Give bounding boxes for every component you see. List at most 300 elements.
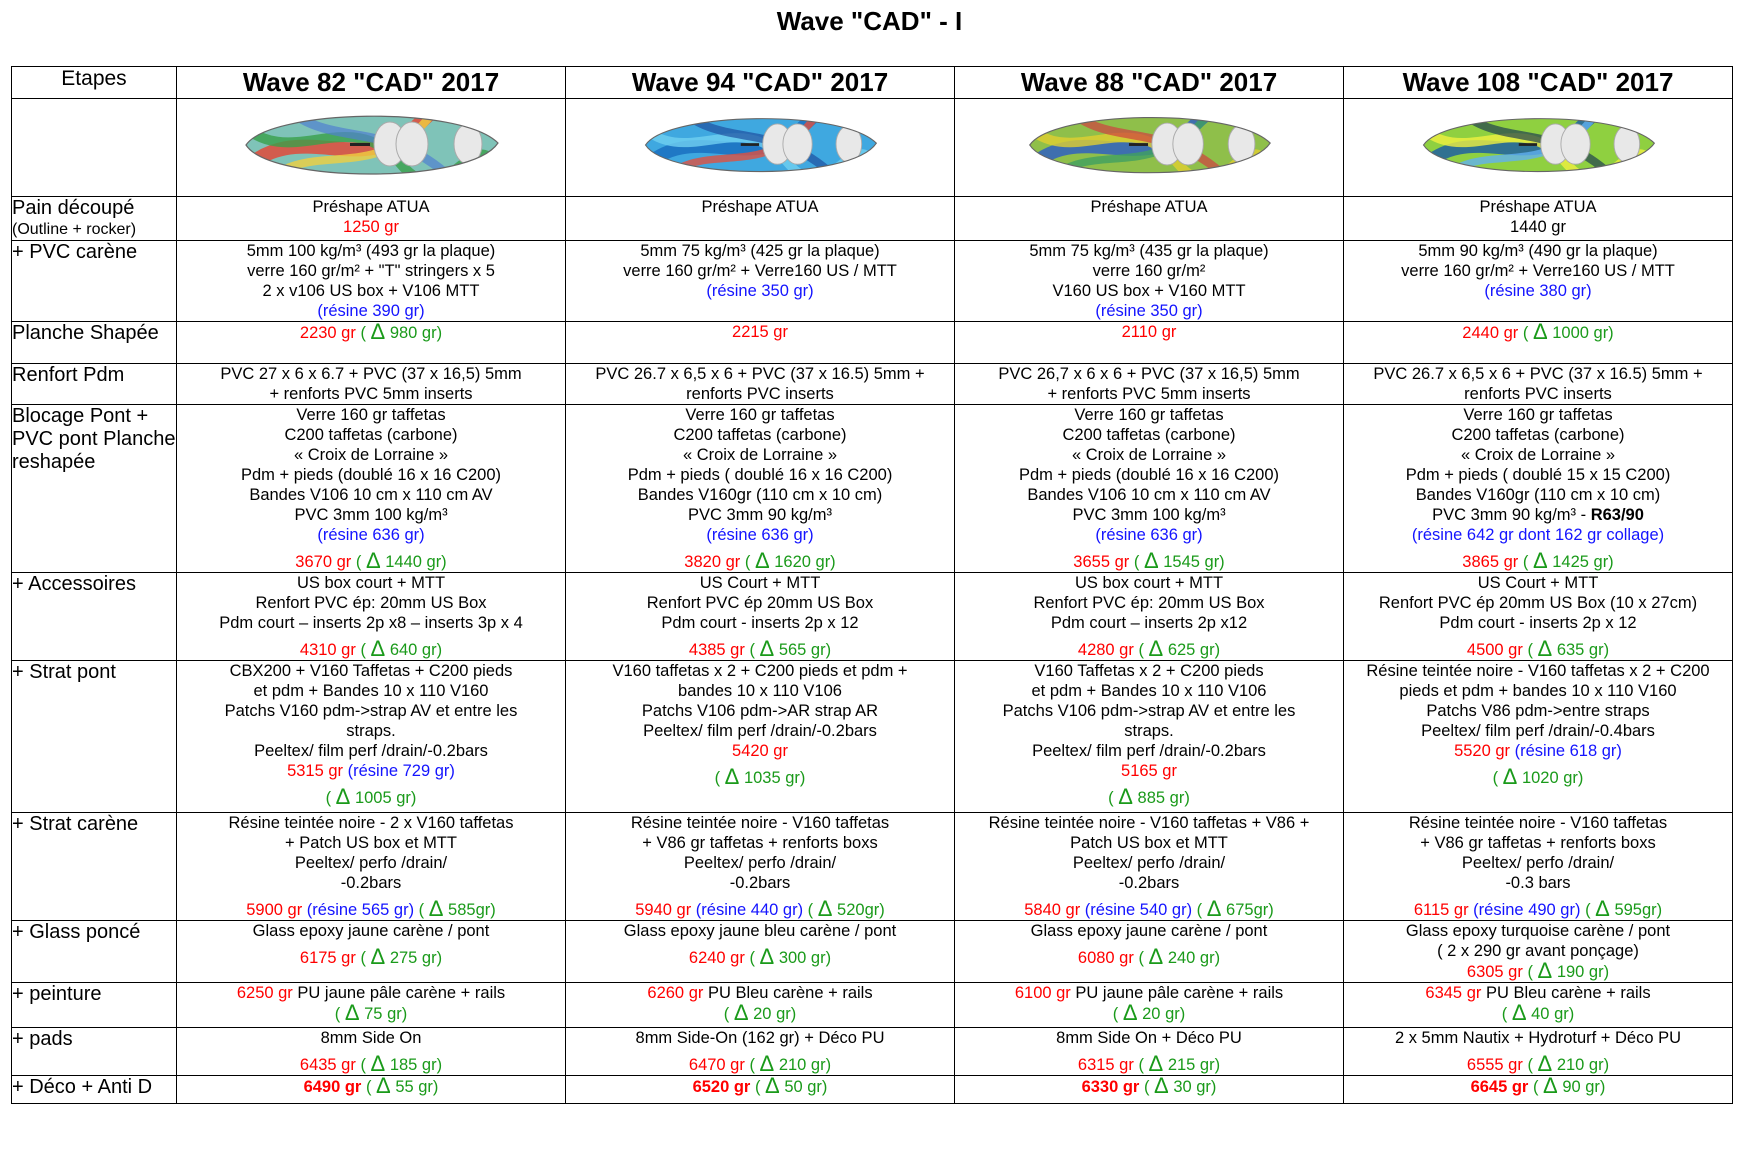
- cell-line: [177, 525, 565, 545]
- cell-line: [1344, 813, 1732, 833]
- cell-line: [177, 833, 565, 853]
- cell-line: [177, 1000, 565, 1025]
- cell-line: [1344, 764, 1732, 789]
- cell-text: US Court + MTT: [1477, 574, 1599, 592]
- build-cell: [955, 322, 1344, 364]
- weight-value: 6175 gr: [299, 949, 356, 967]
- weight-value: 5840 gr: [1024, 901, 1081, 919]
- cell-line: [1344, 465, 1732, 485]
- delta-symbol: Δ: [1154, 1073, 1169, 1098]
- weight-value: 2440 gr: [1462, 324, 1519, 342]
- build-cell: [1344, 405, 1733, 573]
- board-header-94: Wave 94 "CAD" 2017: [566, 67, 955, 99]
- delta-value: (: [1133, 949, 1149, 967]
- delta-symbol: Δ: [1143, 548, 1159, 573]
- weight-value: 2215 gr: [732, 323, 788, 341]
- cell-text: C200 taffetas (carbone): [1062, 426, 1236, 444]
- resin-value: (résine 618 gr): [1510, 742, 1622, 760]
- resin-value: (résine 490 gr): [1468, 901, 1581, 919]
- cell-line: [177, 364, 565, 384]
- board-header-82: Wave 82 "CAD" 2017: [177, 67, 566, 99]
- cell-line: [177, 425, 565, 445]
- cell-text: Peeltex/ film perf /drain/-0.2bars: [1032, 742, 1266, 760]
- step-label: [12, 322, 177, 364]
- delta-symbol: Δ: [1148, 636, 1164, 661]
- build-cell: [566, 983, 955, 1028]
- delta-symbol: Δ: [365, 548, 381, 573]
- cell-line: [955, 681, 1343, 701]
- step-label: [12, 197, 177, 241]
- cell-text: US box court + MTT: [1074, 574, 1224, 592]
- delta-value: 240 gr): [1163, 949, 1221, 967]
- cell-text: Verre 160 gr taffetas: [1463, 406, 1613, 424]
- cell-text: PVC 27 x 6 x 6.7 + PVC (37 x 16,5) 5mm: [220, 365, 522, 383]
- cell-text: PVC 26.7 x 6,5 x 6 + PVC (37 x 16.5) 5mm +: [595, 365, 925, 383]
- cell-line: [177, 784, 565, 809]
- build-cell: [177, 405, 566, 573]
- step-row: [12, 921, 1733, 983]
- weight-value: 5900 gr: [246, 901, 303, 919]
- delta-symbol: Δ: [1595, 896, 1610, 921]
- cell-line: [177, 405, 565, 425]
- resin-value: (résine 642 gr dont 162 gr collage): [1411, 526, 1665, 544]
- cell-text: Verre 160 gr taffetas: [296, 406, 446, 424]
- cell-line: [566, 465, 954, 485]
- delta-symbol: Δ: [335, 784, 351, 809]
- delta-symbol: Δ: [733, 1000, 749, 1025]
- weight-value: 5420 gr: [732, 742, 788, 760]
- delta-value: 885 gr): [1132, 789, 1190, 807]
- build-cell: [1344, 921, 1733, 983]
- cell-text: Patchs V86 pdm->entre straps: [1426, 702, 1650, 720]
- cell-text: Pdm court – inserts 2p x12: [1050, 614, 1248, 632]
- cell-text: Glass epoxy jaune carène / pont: [252, 922, 490, 940]
- build-cell: [566, 364, 955, 405]
- cell-line: [955, 1000, 1343, 1025]
- delta-value: (: [744, 949, 760, 967]
- step-row: [12, 364, 1733, 405]
- cell-text: renforts PVC inserts: [1464, 385, 1612, 403]
- cell-text: Peeltex/ perfo /drain/: [683, 854, 837, 872]
- delta-symbol: Δ: [370, 319, 386, 344]
- cell-line: [566, 593, 954, 613]
- cell-line: [177, 896, 565, 921]
- delta-value: 40 gr): [1526, 1005, 1575, 1023]
- cell-line: [177, 445, 565, 465]
- cell-line: [1344, 741, 1732, 761]
- cell-line: [177, 241, 565, 261]
- delta-value: (: [1133, 1056, 1149, 1074]
- cell-line: [177, 319, 565, 344]
- cell-line: [566, 425, 954, 445]
- cell-text: Patch US box et MTT: [1070, 834, 1228, 852]
- delta-symbol: Δ: [376, 1073, 391, 1098]
- cell-line: [1344, 681, 1732, 701]
- cell-text: Résine teintée noire - V160 taffetas + V86 +: [988, 814, 1310, 832]
- resin-value: (résine 565 gr): [302, 901, 415, 919]
- cell-line: [1344, 505, 1732, 525]
- cell-text: 8mm Side-On (162 gr) + Déco PU: [635, 1029, 885, 1047]
- delta-value: 565 gr): [774, 641, 832, 659]
- cell-text: V160 Taffetas x 2 + C200 pieds: [1034, 662, 1264, 680]
- cell-line: [955, 364, 1343, 384]
- cell-line: [177, 217, 565, 237]
- build-cell: [955, 661, 1344, 813]
- cell-line: [566, 261, 954, 281]
- cell-text: -0.2bars: [1118, 874, 1180, 892]
- cell-line: [1344, 661, 1732, 681]
- step-title: Pain découpé: [12, 197, 135, 219]
- cell-line: [955, 741, 1343, 761]
- cell-line: [955, 261, 1343, 281]
- resin-value: (résine 729 gr): [343, 762, 455, 780]
- weight-value: 4310 gr: [299, 641, 356, 659]
- cell-text: et pdm + Bandes 10 x 110 V160: [253, 682, 489, 700]
- cell-line: [955, 721, 1343, 741]
- cell-line: [955, 485, 1343, 505]
- cell-text: PU Bleu carène + rails: [1481, 984, 1651, 1002]
- build-cell: [566, 573, 955, 661]
- cell-text: + renforts PVC 5mm inserts: [269, 385, 473, 403]
- cell-line: [1344, 548, 1732, 573]
- cell-line: [1344, 364, 1732, 384]
- build-cell: [1344, 983, 1733, 1028]
- cell-text: renforts PVC inserts: [686, 385, 834, 403]
- cell-text: Verre 160 gr taffetas: [685, 406, 835, 424]
- cell-line: [955, 505, 1343, 525]
- cell-text: PVC 3mm 100 kg/m³: [1072, 506, 1226, 524]
- delta-value: 55 gr): [390, 1078, 439, 1096]
- cell-line: [177, 721, 565, 741]
- delta-value: 1620 gr): [769, 553, 836, 571]
- cell-text: 5mm 100 kg/m³ (493 gr la plaque): [246, 242, 496, 260]
- cell-line: [955, 465, 1343, 485]
- cell-line: [566, 573, 954, 593]
- cell-line: [566, 384, 954, 404]
- cell-text: 5mm 75 kg/m³ (425 gr la plaque): [640, 242, 880, 260]
- delta-value: (: [1108, 789, 1119, 807]
- build-table: [11, 66, 1733, 1104]
- cell-line: [566, 445, 954, 465]
- cell-line: [1344, 445, 1732, 465]
- cell-line: [566, 741, 954, 761]
- delta-value: (: [355, 949, 371, 967]
- cell-line: [1344, 525, 1732, 545]
- cell-line: [566, 525, 954, 545]
- build-cell: [177, 319, 566, 364]
- cell-text: Renfort PVC ép 20mm US Box: [646, 594, 874, 612]
- build-cell: [177, 661, 566, 813]
- cell-line: [955, 525, 1343, 545]
- build-cell: [955, 813, 1344, 921]
- board-header-88: Wave 88 "CAD" 2017: [955, 67, 1344, 99]
- delta-value: 1035 gr): [739, 769, 806, 787]
- delta-symbol: Δ: [817, 896, 833, 921]
- cell-line: [177, 813, 565, 833]
- board-82-photo: [240, 103, 502, 187]
- weight-value: 6260 gr: [647, 984, 704, 1002]
- board-image-cell: [955, 99, 1344, 197]
- cell-line: [1344, 1000, 1732, 1025]
- resin-value: (résine 636 gr): [317, 526, 425, 544]
- build-cell: [1344, 573, 1733, 661]
- delta-value: 980 gr): [385, 324, 443, 342]
- build-cell: [955, 241, 1344, 322]
- weight-value: 6470 gr: [688, 1056, 745, 1074]
- weight-value: 6435 gr: [299, 1056, 356, 1074]
- cell-text: 8mm Side On + Déco PU: [1056, 1029, 1242, 1047]
- cell-text: PVC 3mm 90 kg/m³ -: [1432, 506, 1591, 524]
- cell-text: Glass epoxy jaune bleu carène / pont: [623, 922, 897, 940]
- build-cell: [1344, 241, 1733, 322]
- weight-value: 5315 gr: [287, 762, 344, 780]
- cell-text: Pdm + pieds (doublé 16 x 16 C200): [1018, 466, 1280, 484]
- delta-value: 300 gr): [774, 949, 832, 967]
- delta-value: (: [1133, 641, 1149, 659]
- cell-text: Glass epoxy jaune carène / pont: [1030, 922, 1268, 940]
- steps-header: Etapes: [12, 67, 177, 99]
- resin-value: (résine 636 gr): [1095, 526, 1203, 544]
- build-cell: [177, 241, 566, 322]
- cell-line: [955, 322, 1343, 342]
- cell-text: Bandes V106 10 cm x 110 cm AV: [249, 486, 493, 504]
- cell-line: [177, 613, 565, 633]
- cell-line: [177, 485, 565, 505]
- cell-line: [566, 485, 954, 505]
- delta-symbol: Δ: [428, 896, 444, 921]
- cell-line: [1344, 197, 1732, 217]
- cell-line: [177, 301, 565, 321]
- step-row: [12, 573, 1733, 661]
- step-title: + Strat pont: [12, 661, 116, 683]
- cell-text: PVC 26,7 x 6 x 6 + PVC (37 x 16,5) 5mm: [998, 365, 1300, 383]
- step-label: [12, 661, 177, 813]
- delta-value: (: [1492, 769, 1503, 787]
- build-cell: [955, 1028, 1344, 1076]
- weight-value: 6555 gr: [1466, 1056, 1523, 1074]
- cell-text: 2 x v106 US box + V106 MTT: [262, 282, 480, 300]
- cell-text: Renfort PVC ép: 20mm US Box: [255, 594, 487, 612]
- build-cell: [955, 405, 1344, 573]
- delta-symbol: Δ: [759, 1051, 775, 1076]
- cell-line: [955, 896, 1343, 921]
- delta-value: (: [351, 553, 366, 571]
- weight-value: 6100 gr: [1014, 984, 1071, 1002]
- build-cell: [955, 364, 1344, 405]
- step-title: + Déco + Anti D: [12, 1076, 153, 1098]
- cell-line: [955, 197, 1343, 217]
- step-subtitle: (Outline + rocker): [12, 221, 137, 238]
- cell-text: verre 160 gr/m² + "T" stringers x 5: [247, 262, 495, 280]
- delta-symbol: Δ: [1122, 1000, 1138, 1025]
- cell-text: -0.2bars: [340, 874, 402, 892]
- cell-text: CBX200 + V160 Taffetas + C200 pieds: [229, 662, 513, 680]
- cell-text: US box court + MTT: [296, 574, 446, 592]
- weight-value: 6080 gr: [1077, 949, 1134, 967]
- cell-line: [566, 1000, 954, 1025]
- step-label: [12, 1028, 177, 1076]
- cell-line: [1344, 217, 1732, 237]
- delta-value: (: [740, 553, 755, 571]
- cell-line: [955, 833, 1343, 853]
- cell-text: PVC 26.7 x 6,5 x 6 + PVC (37 x 16.5) 5mm +: [1373, 365, 1703, 383]
- cell-text: Préshape ATUA: [1479, 198, 1597, 216]
- cell-line: [177, 384, 565, 404]
- cell-line: [1344, 896, 1732, 921]
- delta-symbol: Δ: [759, 944, 775, 969]
- cell-text: 1440 gr: [1510, 218, 1566, 236]
- build-cell: [955, 197, 1344, 241]
- cell-text: Préshape ATUA: [701, 198, 819, 216]
- delta-value: (: [334, 1005, 345, 1023]
- delta-value: 1440 gr): [380, 553, 447, 571]
- delta-value: 50 gr): [779, 1078, 828, 1096]
- resin-value: (résine 350 gr): [1095, 302, 1203, 320]
- cell-line: [566, 1073, 954, 1098]
- delta-value: (: [744, 1056, 760, 1074]
- cell-text: bandes 10 x 110 V106: [678, 682, 842, 700]
- cell-text: verre 160 gr/m²: [1092, 262, 1206, 280]
- step-row: [12, 661, 1733, 813]
- cell-line: [177, 701, 565, 721]
- delta-value: (: [1129, 553, 1144, 571]
- cell-line: [1344, 853, 1732, 873]
- cell-text: + V86 gr taffetas + renforts boxs: [642, 834, 878, 852]
- delta-value: (: [723, 1005, 734, 1023]
- cell-text: Pdm + pieds ( doublé 16 x 16 C200): [627, 466, 893, 484]
- cell-line: [566, 833, 954, 853]
- cell-text: Pdm court - inserts 2p x 12: [1439, 614, 1637, 632]
- weight-value: 6315 gr: [1077, 1056, 1134, 1074]
- cell-line: [1344, 281, 1732, 301]
- delta-value: 675gr): [1221, 901, 1274, 919]
- cell-line: [566, 721, 954, 741]
- cell-line: [566, 405, 954, 425]
- cell-line: [1344, 1051, 1732, 1076]
- weight-value: 6330 gr: [1081, 1078, 1140, 1096]
- cell-line: [955, 593, 1343, 613]
- resin-value: (résine 390 gr): [317, 302, 425, 320]
- cell-line: [1344, 405, 1732, 425]
- delta-symbol: Δ: [724, 764, 740, 789]
- cell-line: [566, 197, 954, 217]
- cell-line: [177, 593, 565, 613]
- step-label: [12, 983, 177, 1028]
- cell-line: [955, 813, 1343, 833]
- step-row: [12, 983, 1733, 1028]
- step-label: [12, 1076, 177, 1104]
- weight-value: 3655 gr: [1073, 553, 1130, 571]
- cell-text: Pdm + pieds ( doublé 15 x 15 C200): [1405, 466, 1671, 484]
- cell-line: [566, 548, 954, 573]
- cell-text: Pdm court – inserts 2p x8 – inserts 3p x 4: [219, 614, 523, 632]
- cell-line: [955, 384, 1343, 404]
- delta-value: (: [750, 1078, 766, 1096]
- cell-line: [566, 661, 954, 681]
- build-cell: [955, 921, 1344, 983]
- build-cell: [566, 405, 955, 573]
- step-label: [12, 813, 177, 921]
- cell-line: [955, 445, 1343, 465]
- cell-line: [177, 505, 565, 525]
- step-title: + peinture: [12, 983, 102, 1005]
- cell-text: PU Bleu carène + rails: [703, 984, 873, 1002]
- delta-value: (: [1518, 553, 1533, 571]
- step-row: [12, 1028, 1733, 1076]
- delta-value: (: [1580, 901, 1596, 919]
- delta-symbol: Δ: [759, 636, 775, 661]
- cell-text: Patchs V106 pdm->strap AV et entre les: [1002, 702, 1296, 720]
- cell-line: [1344, 983, 1732, 1003]
- cell-line: [177, 636, 565, 661]
- weight-value: 6250 gr: [236, 984, 293, 1002]
- cell-line: [1344, 593, 1732, 613]
- cell-text: Résine teintée noire - V160 taffetas x 2 + C200: [1366, 662, 1710, 680]
- cell-line: [177, 261, 565, 281]
- delta-value: 75 gr): [359, 1005, 408, 1023]
- cell-line: [955, 921, 1343, 941]
- delta-value: 585gr): [443, 901, 496, 919]
- cell-line: [955, 241, 1343, 261]
- step-row: [12, 197, 1733, 241]
- step-label: [12, 573, 177, 661]
- board-108-photo: [1418, 103, 1658, 187]
- weight-value: 3670 gr: [295, 553, 352, 571]
- delta-value: 1425 gr): [1547, 553, 1614, 571]
- cell-text: PVC 3mm 90 kg/m³: [688, 506, 832, 524]
- cell-line: [1344, 425, 1732, 445]
- build-cell: [177, 983, 566, 1028]
- cell-text: Résine teintée noire - 2 x V160 taffetas: [228, 814, 514, 832]
- board-94-photo: [640, 103, 880, 187]
- weight-value: 6305 gr: [1466, 963, 1523, 981]
- cell-text: Peeltex/ perfo /drain/: [1461, 854, 1615, 872]
- step-label: [12, 921, 177, 983]
- cell-line: [177, 873, 565, 893]
- board-image-cell: [177, 99, 566, 197]
- delta-value: (: [744, 641, 760, 659]
- step-row: [12, 241, 1733, 322]
- step-label: [12, 405, 177, 573]
- weight-value: 3865 gr: [1462, 553, 1519, 571]
- cell-text: Résine teintée noire - V160 taffetas: [630, 814, 890, 832]
- cell-line: [955, 636, 1343, 661]
- delta-value: 90 gr): [1557, 1078, 1606, 1096]
- cell-line: [955, 548, 1343, 573]
- step-row: [12, 405, 1733, 573]
- build-cell: [177, 364, 566, 405]
- cell-text: Glass epoxy turquoise carène / pont: [1405, 922, 1671, 940]
- delta-value: (: [361, 1078, 377, 1096]
- cell-line: [955, 853, 1343, 873]
- board-image-cell: [566, 99, 955, 197]
- build-cell: [566, 1073, 955, 1104]
- delta-value: (: [1139, 1078, 1155, 1096]
- delta-symbol: Δ: [1532, 548, 1548, 573]
- cell-line: [566, 764, 954, 789]
- build-cell: [177, 1028, 566, 1076]
- step-title: Blocage Pont + PVC pont Planche reshapée: [12, 405, 176, 473]
- cell-text: verre 160 gr/m² + Verre160 US / MTT: [623, 262, 897, 280]
- delta-value: (: [325, 789, 336, 807]
- cell-line: [1344, 384, 1732, 404]
- delta-symbol: Δ: [1511, 1000, 1527, 1025]
- delta-value: 190 gr): [1552, 963, 1610, 981]
- delta-value: (: [1528, 1078, 1544, 1096]
- step-title: + PVC carène: [12, 241, 138, 263]
- cell-line: [177, 1073, 565, 1098]
- delta-symbol: Δ: [754, 548, 770, 573]
